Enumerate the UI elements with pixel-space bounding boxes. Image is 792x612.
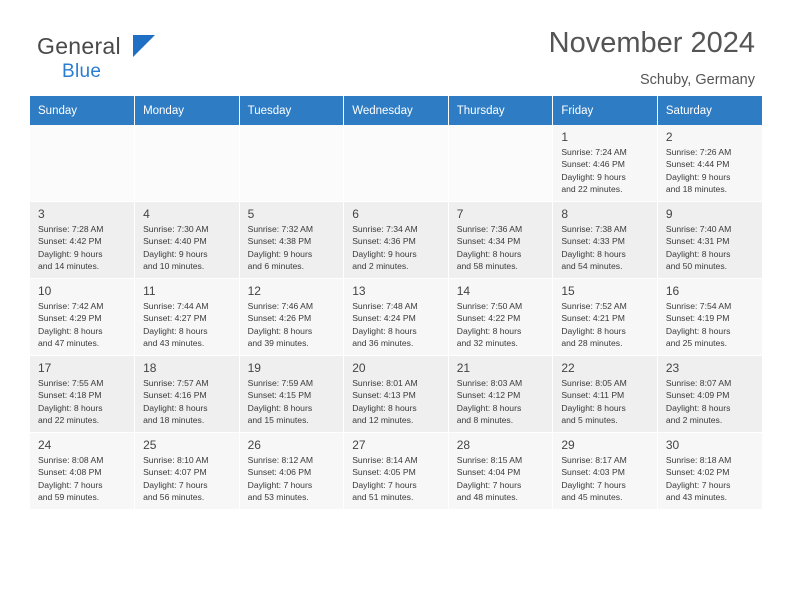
day-info-line: Daylight: 7 hours	[352, 479, 417, 490]
calendar-empty-cell	[239, 125, 344, 202]
day-info-line: Sunset: 4:36 PM	[352, 236, 416, 247]
day-info-line: and 51 minutes.	[352, 492, 414, 503]
calendar-day-cell[interactable]	[30, 279, 135, 356]
day-info-line: Sunset: 4:07 PM	[143, 467, 207, 478]
triangle-flag-icon	[133, 35, 155, 57]
day-number: 13	[352, 284, 366, 298]
day-number: 7	[456, 207, 464, 221]
calendar-week-row	[30, 202, 762, 279]
day-info-line: Sunrise: 7:59 AM	[247, 378, 314, 388]
day-sun-info	[658, 300, 762, 354]
day-info-line: Daylight: 8 hours	[247, 402, 313, 413]
day-info-line: Daylight: 7 hours	[665, 479, 731, 490]
day-number: 21	[456, 361, 471, 375]
day-number: 2	[665, 130, 673, 144]
day-sun-info	[449, 223, 553, 277]
day-info-line: Sunrise: 7:46 AM	[247, 301, 314, 311]
day-info-line: and 12 minutes.	[352, 415, 414, 426]
day-info-line: and 50 minutes.	[665, 261, 728, 272]
page-location: Schuby, Germany	[640, 71, 755, 88]
day-info-line: Daylight: 7 hours	[561, 479, 626, 490]
calendar-day-cell[interactable]	[448, 202, 553, 279]
calendar-body	[30, 125, 762, 510]
day-info-line: Daylight: 7 hours	[38, 479, 103, 490]
day-info-line: Sunrise: 8:01 AM	[352, 378, 418, 388]
day-info-line: and 43 minutes.	[143, 338, 205, 349]
day-info-line: and 48 minutes.	[456, 492, 518, 503]
day-info-line: Daylight: 8 hours	[561, 402, 626, 413]
day-sun-info	[135, 454, 239, 508]
day-sun-info	[344, 454, 448, 508]
day-number: 5	[247, 207, 255, 221]
day-number: 20	[352, 361, 366, 375]
weekday-header-tuesday: Tuesday	[239, 96, 344, 125]
day-info-line: Sunset: 4:13 PM	[352, 390, 416, 401]
day-sun-info	[658, 454, 762, 508]
day-info-line: Sunrise: 8:18 AM	[665, 455, 732, 465]
day-number: 17	[38, 361, 52, 375]
day-info-line: Sunrise: 7:48 AM	[352, 301, 418, 311]
day-number: 12	[247, 284, 261, 298]
day-info-line: Sunrise: 7:50 AM	[456, 301, 523, 311]
day-info-line: Daylight: 8 hours	[38, 402, 103, 413]
day-number: 24	[38, 438, 52, 452]
day-sun-info	[135, 377, 239, 431]
brand-name-blue: Blue	[62, 61, 102, 82]
day-info-line: Sunset: 4:29 PM	[38, 313, 102, 324]
day-info-line: Daylight: 9 hours	[665, 171, 731, 182]
day-sun-info	[135, 300, 239, 354]
day-sun-info	[553, 377, 657, 431]
day-info-line: Sunset: 4:40 PM	[143, 236, 207, 247]
calendar-day-cell[interactable]	[135, 433, 240, 510]
day-info-line: Sunset: 4:21 PM	[561, 313, 625, 324]
day-info-line: Sunrise: 8:03 AM	[456, 378, 523, 388]
day-info-line: Sunset: 4:08 PM	[38, 467, 102, 478]
day-info-line: Sunset: 4:24 PM	[352, 313, 416, 324]
day-info-line: Sunrise: 7:36 AM	[456, 224, 523, 234]
day-sun-info	[449, 300, 553, 354]
day-number: 15	[561, 284, 575, 298]
day-sun-info	[30, 223, 134, 277]
day-info-line: Sunset: 4:22 PM	[456, 313, 521, 324]
calendar-day-cell[interactable]	[344, 356, 449, 433]
day-info-line: and 28 minutes.	[561, 338, 623, 349]
page-title: November 2024	[548, 27, 755, 59]
day-info-line: and 14 minutes.	[38, 261, 100, 272]
day-info-line: and 47 minutes.	[38, 338, 100, 349]
calendar-week-row	[30, 279, 762, 356]
day-number: 14	[456, 284, 471, 298]
calendar-day-cell[interactable]	[448, 356, 553, 433]
day-sun-info	[240, 454, 344, 508]
day-info-line: Sunrise: 8:10 AM	[143, 455, 209, 465]
day-number: 4	[143, 207, 150, 221]
day-info-line: Sunset: 4:34 PM	[456, 236, 521, 247]
day-info-line: Daylight: 7 hours	[247, 479, 313, 490]
calendar-week-row	[30, 356, 762, 433]
day-info-line: Sunrise: 7:54 AM	[665, 301, 732, 311]
day-info-line: and 25 minutes.	[665, 338, 728, 349]
day-info-line: Daylight: 8 hours	[456, 248, 522, 259]
day-info-line: Daylight: 7 hours	[143, 479, 208, 490]
day-number: 30	[665, 438, 680, 452]
calendar-table	[30, 96, 762, 510]
day-info-line: Daylight: 8 hours	[561, 248, 626, 259]
day-info-line: Sunrise: 7:28 AM	[38, 224, 104, 234]
calendar-day-cell[interactable]	[30, 356, 135, 433]
day-info-line: Daylight: 8 hours	[665, 402, 731, 413]
calendar-empty-cell	[448, 125, 553, 202]
day-info-line: Daylight: 8 hours	[665, 248, 731, 259]
day-info-line: Sunrise: 7:34 AM	[352, 224, 418, 234]
day-info-line: Sunrise: 8:14 AM	[352, 455, 418, 465]
day-info-line: Daylight: 9 hours	[561, 171, 626, 182]
day-info-line: Sunrise: 8:05 AM	[561, 378, 627, 388]
calendar-day-cell[interactable]	[657, 356, 762, 433]
day-info-line: Daylight: 8 hours	[247, 325, 313, 336]
day-info-line: and 5 minutes.	[561, 415, 618, 426]
calendar-day-cell[interactable]	[553, 356, 658, 433]
day-sun-info	[30, 300, 134, 354]
calendar-day-cell[interactable]	[239, 356, 344, 433]
title-block	[549, 28, 755, 88]
day-info-line: and 2 minutes.	[665, 415, 723, 426]
day-info-line: and 39 minutes.	[247, 338, 309, 349]
day-info-line: and 22 minutes.	[38, 415, 100, 426]
calendar-day-cell[interactable]	[135, 279, 240, 356]
calendar-day-cell[interactable]	[657, 125, 762, 202]
calendar-day-cell[interactable]	[135, 202, 240, 279]
day-number: 9	[665, 207, 673, 221]
day-info-line: Sunrise: 8:12 AM	[247, 455, 314, 465]
day-info-line: Daylight: 8 hours	[456, 402, 522, 413]
day-number: 11	[143, 284, 156, 298]
day-info-line: Sunset: 4:12 PM	[456, 390, 521, 401]
day-info-line: Daylight: 8 hours	[38, 325, 103, 336]
day-info-line: Sunset: 4:38 PM	[247, 236, 312, 247]
day-info-line: Sunrise: 7:55 AM	[38, 378, 104, 388]
day-info-line: and 43 minutes.	[665, 492, 728, 503]
day-info-line: and 18 minutes.	[143, 415, 205, 426]
brand-name-general: General	[37, 33, 121, 59]
day-info-line: and 36 minutes.	[352, 338, 414, 349]
day-info-line: Daylight: 9 hours	[247, 248, 313, 259]
calendar-day-cell[interactable]	[657, 202, 762, 279]
day-info-line: Sunset: 4:04 PM	[456, 467, 521, 478]
day-info-line: Sunset: 4:44 PM	[665, 159, 730, 170]
calendar-day-cell[interactable]	[344, 202, 449, 279]
day-info-line: and 59 minutes.	[38, 492, 100, 503]
day-info-line: and 10 minutes.	[143, 261, 205, 272]
calendar-day-cell[interactable]	[657, 433, 762, 510]
day-info-line: Sunrise: 8:17 AM	[561, 455, 627, 465]
day-info-line: Sunset: 4:09 PM	[665, 390, 730, 401]
day-sun-info	[240, 300, 344, 354]
calendar-day-cell[interactable]	[344, 279, 449, 356]
day-sun-info	[553, 223, 657, 277]
calendar-empty-cell	[135, 125, 240, 202]
day-sun-info	[553, 454, 657, 508]
day-number: 8	[561, 207, 568, 221]
day-info-line: Sunrise: 7:24 AM	[561, 147, 627, 157]
day-number: 26	[247, 438, 261, 452]
day-number: 27	[352, 438, 366, 452]
day-info-line: and 54 minutes.	[561, 261, 623, 272]
page-header	[30, 0, 762, 96]
day-number: 25	[143, 438, 157, 452]
day-info-line: Sunrise: 8:15 AM	[456, 455, 523, 465]
day-info-line: Sunset: 4:42 PM	[38, 236, 102, 247]
day-number: 3	[38, 207, 45, 221]
day-number: 18	[143, 361, 157, 375]
day-info-line: Sunrise: 7:38 AM	[561, 224, 627, 234]
day-info-line: Sunset: 4:02 PM	[665, 467, 730, 478]
day-info-line: and 8 minutes.	[456, 415, 514, 426]
day-info-line: Sunset: 4:03 PM	[561, 467, 625, 478]
day-info-line: and 45 minutes.	[561, 492, 623, 503]
calendar-day-cell[interactable]	[239, 433, 344, 510]
calendar-day-cell[interactable]	[239, 202, 344, 279]
weekday-header-thursday: Thursday	[448, 96, 553, 125]
day-info-line: Daylight: 9 hours	[352, 248, 417, 259]
weekday-header-friday: Friday	[553, 96, 658, 125]
day-sun-info	[658, 377, 762, 431]
day-info-line: Sunrise: 7:52 AM	[561, 301, 627, 311]
day-info-line: Daylight: 9 hours	[143, 248, 208, 259]
calendar-day-cell[interactable]	[448, 279, 553, 356]
day-info-line: Daylight: 8 hours	[143, 325, 208, 336]
weekday-header-sunday: Sunday	[30, 96, 135, 125]
day-sun-info	[344, 223, 448, 277]
calendar-week-row	[30, 125, 762, 202]
day-info-line: Daylight: 7 hours	[456, 479, 522, 490]
day-info-line: Sunrise: 7:26 AM	[665, 147, 732, 157]
day-sun-info	[553, 146, 657, 200]
day-info-line: Sunrise: 8:07 AM	[665, 378, 732, 388]
day-info-line: Sunset: 4:46 PM	[561, 159, 625, 170]
calendar-week-row	[30, 433, 762, 510]
day-info-line: Sunset: 4:15 PM	[247, 390, 312, 401]
day-info-line: and 2 minutes.	[352, 261, 409, 272]
day-info-line: Sunrise: 7:57 AM	[143, 378, 209, 388]
day-sun-info	[553, 300, 657, 354]
day-info-line: Sunrise: 7:44 AM	[143, 301, 209, 311]
day-sun-info	[658, 146, 762, 200]
calendar-empty-cell	[30, 125, 135, 202]
day-info-line: and 22 minutes.	[561, 184, 623, 195]
day-number: 6	[352, 207, 359, 221]
day-info-line: Sunrise: 8:08 AM	[38, 455, 104, 465]
calendar-day-cell[interactable]	[553, 433, 658, 510]
calendar-day-cell[interactable]	[448, 433, 553, 510]
calendar-day-cell[interactable]	[30, 202, 135, 279]
calendar-day-cell[interactable]	[553, 279, 658, 356]
weekday-header-monday: Monday	[135, 96, 240, 125]
day-sun-info	[30, 454, 134, 508]
day-info-line: Sunrise: 7:42 AM	[38, 301, 104, 311]
day-sun-info	[449, 377, 553, 431]
day-sun-info	[135, 223, 239, 277]
day-number: 16	[665, 284, 680, 298]
weekday-header-row	[30, 96, 762, 125]
day-sun-info	[240, 223, 344, 277]
calendar-day-cell[interactable]	[30, 433, 135, 510]
calendar-day-cell[interactable]	[135, 356, 240, 433]
day-info-line: Sunrise: 7:40 AM	[665, 224, 732, 234]
calendar-day-cell[interactable]	[657, 279, 762, 356]
day-info-line: Sunset: 4:27 PM	[143, 313, 207, 324]
day-info-line: Daylight: 8 hours	[352, 325, 417, 336]
day-info-line: and 53 minutes.	[247, 492, 309, 503]
day-number: 22	[561, 361, 575, 375]
calendar-day-cell[interactable]	[239, 279, 344, 356]
day-info-line: Sunset: 4:18 PM	[38, 390, 102, 401]
day-info-line: Daylight: 8 hours	[665, 325, 731, 336]
calendar-empty-cell	[344, 125, 449, 202]
day-info-line: and 56 minutes.	[143, 492, 205, 503]
weekday-header-wednesday: Wednesday	[344, 96, 449, 125]
day-info-line: Sunset: 4:19 PM	[665, 313, 730, 324]
day-number: 1	[561, 130, 568, 144]
day-info-line: Sunset: 4:33 PM	[561, 236, 625, 247]
day-info-line: Sunset: 4:05 PM	[352, 467, 416, 478]
day-info-line: Sunset: 4:16 PM	[143, 390, 207, 401]
day-info-line: Sunset: 4:06 PM	[247, 467, 312, 478]
day-number: 23	[665, 361, 680, 375]
day-sun-info	[344, 377, 448, 431]
day-sun-info	[240, 377, 344, 431]
day-sun-info	[30, 377, 134, 431]
day-info-line: Sunset: 4:11 PM	[561, 390, 625, 401]
day-info-line: Daylight: 8 hours	[561, 325, 626, 336]
day-info-line: Sunset: 4:26 PM	[247, 313, 312, 324]
day-sun-info	[344, 300, 448, 354]
day-number: 29	[561, 438, 575, 452]
day-info-line: and 32 minutes.	[456, 338, 518, 349]
day-info-line: and 6 minutes.	[247, 261, 304, 272]
calendar-day-cell[interactable]	[553, 125, 658, 202]
brand-logo	[37, 33, 237, 85]
day-info-line: and 58 minutes.	[456, 261, 518, 272]
day-info-line: Daylight: 9 hours	[38, 248, 103, 259]
day-info-line: Daylight: 8 hours	[352, 402, 417, 413]
day-number: 28	[456, 438, 471, 452]
day-info-line: and 18 minutes.	[665, 184, 728, 195]
day-info-line: Sunrise: 7:32 AM	[247, 224, 314, 234]
day-number: 19	[247, 361, 261, 375]
calendar-day-cell[interactable]	[344, 433, 449, 510]
weekday-header-saturday: Saturday	[657, 96, 762, 125]
calendar-day-cell[interactable]	[553, 202, 658, 279]
day-info-line: Daylight: 8 hours	[456, 325, 522, 336]
day-info-line: and 15 minutes.	[247, 415, 309, 426]
day-sun-info	[658, 223, 762, 277]
day-info-line: Sunrise: 7:30 AM	[143, 224, 209, 234]
day-info-line: Daylight: 8 hours	[143, 402, 208, 413]
day-number: 10	[38, 284, 52, 298]
day-info-line: Sunset: 4:31 PM	[665, 236, 730, 247]
day-sun-info	[449, 454, 553, 508]
